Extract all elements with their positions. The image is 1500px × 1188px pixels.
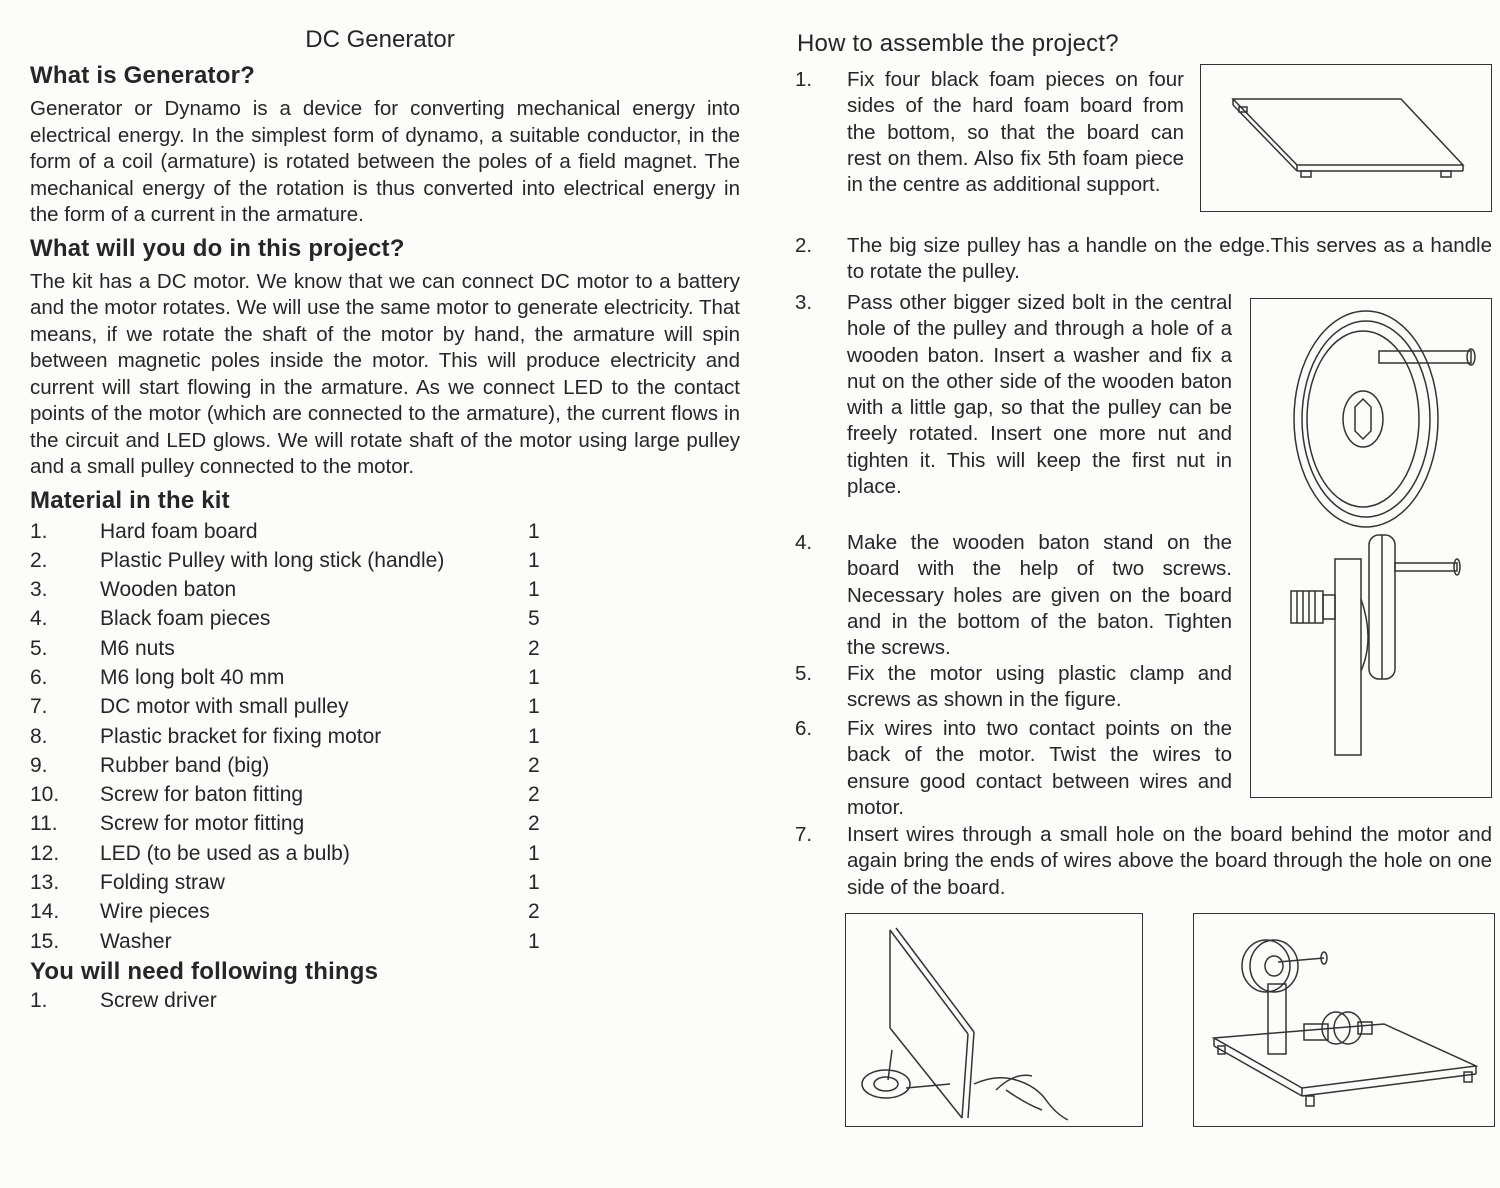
item-quantity: 1 (528, 841, 540, 865)
straw-led-figure (845, 913, 1143, 1127)
item-number: 1. (30, 988, 48, 1012)
pulley-baton-motor-figure (1250, 298, 1492, 798)
item-number: 10. (30, 783, 60, 807)
item-name: Screw for motor fitting (100, 812, 305, 836)
item-number: 15. (30, 929, 60, 953)
item-name: Wooden baton (100, 578, 237, 602)
step-number: 7. (795, 823, 813, 846)
step-text: Fix wires into two contact points on the back of the motor. Twist the wires to ensure good contact between wires and motor. (847, 717, 1232, 819)
item-quantity: 1 (528, 871, 540, 895)
item-number: 8. (30, 724, 48, 748)
item-number: 2. (30, 548, 48, 572)
list-item (30, 751, 740, 780)
step-number: 3. (795, 291, 813, 314)
item-name: Plastic Pulley with long stick (handle) (100, 548, 445, 572)
list-item (30, 986, 740, 1015)
item-quantity: 1 (528, 519, 540, 543)
list-item (30, 868, 740, 897)
list-item (30, 780, 740, 809)
step-number: 6. (795, 717, 813, 740)
step-number: 4. (795, 531, 813, 554)
item-name: DC motor with small pulley (100, 695, 349, 719)
step-number: 1. (795, 68, 813, 91)
item-quantity: 2 (528, 812, 540, 836)
assembled-drawing (1194, 914, 1494, 1126)
step-text: Pass other bigger sized bolt in the central hole of the pulley and through a hole of a wooden baton. Insert a washer and fix a nut on the other side of the wooden baton with a little gap, so that the pulley can be freely rotated. Insert one more nut and tighten it. This will keep the first nut in place. (847, 291, 1232, 499)
item-number: 14. (30, 900, 60, 924)
item-name: M6 nuts (100, 636, 175, 660)
list-item (30, 692, 740, 721)
item-number: 4. (30, 607, 48, 631)
project-heading: What will you do in this project? (30, 234, 405, 262)
what-is-paragraph: Generator or Dynamo is a device for converting mechanical energy into electrical energy. In the simplest form of dynamo, a suitable conductor, in the form of a coil (armature) is rotated between the poles of a field magnet. The mechanical energy of the rotation is thus converted into electrical energy in the form of a current in the armature. (30, 97, 740, 226)
list-item (30, 604, 740, 633)
step-4 (795, 530, 1240, 660)
item-name: Rubber band (big) (100, 753, 270, 777)
step-text: Insert wires through a small hole on the board behind the motor and again bring the ends of wires above the board through the hole on one side of the board. (847, 823, 1492, 899)
list-item (30, 839, 740, 868)
straw-led-drawing (846, 914, 1142, 1126)
step-6 (795, 716, 1240, 822)
item-quantity: 1 (528, 724, 540, 748)
foam-board-drawing (1201, 65, 1491, 211)
item-name: LED (to be used as a bulb) (100, 841, 350, 865)
item-number: 7. (30, 695, 48, 719)
pulley-drawing (1251, 299, 1491, 797)
list-item (30, 575, 740, 604)
item-number: 3. (30, 578, 48, 602)
right-column (795, 30, 1495, 62)
item-number: 9. (30, 753, 48, 777)
item-quantity: 1 (528, 578, 540, 602)
item-name: Hard foam board (100, 519, 258, 543)
item-name: Screw for baton fitting (100, 783, 304, 807)
item-quantity: 2 (528, 753, 540, 777)
step-text: Fix the motor using plastic clamp and screws as shown in the figure. (847, 662, 1232, 712)
item-number: 11. (30, 812, 58, 836)
list-item (30, 722, 740, 751)
materials-heading: Material in the kit (30, 486, 230, 514)
assemble-heading: How to assemble the project? (797, 30, 1119, 57)
item-quantity: 1 (528, 548, 540, 572)
item-name: M6 long bolt 40 mm (100, 665, 285, 689)
foam-board-figure (1200, 64, 1492, 212)
item-quantity: 1 (528, 929, 540, 953)
list-item (30, 809, 740, 838)
item-number: 5. (30, 636, 48, 660)
list-item (30, 634, 740, 663)
what-is-heading: What is Generator? (30, 62, 255, 89)
left-column (30, 26, 740, 1015)
item-number: 1. (30, 519, 48, 543)
item-quantity: 5 (528, 607, 540, 631)
item-name: Screw driver (100, 988, 217, 1012)
item-name: Plastic bracket for fixing motor (100, 724, 382, 748)
assembled-generator-figure (1193, 913, 1495, 1127)
list-item (30, 546, 740, 575)
list-item (30, 927, 740, 956)
item-quantity: 2 (528, 783, 540, 807)
project-paragraph: The kit has a DC motor. We know that we can connect DC motor to a battery and the motor rotates. We will use the same motor to generate electricity. That means, if we rotate the shaft of the motor by hand, the armature will spin between magnetic poles inside the motor. This will produce electricity and current will start flowing in the armature. As we connect LED to the contact points of the motor (which are connected to the armature), the current flows in the circuit and LED glows. We will rotate shaft of the motor using large pulley and a small pulley connected to the motor. (30, 269, 740, 478)
materials-list (30, 517, 740, 956)
item-name: Wire pieces (100, 900, 210, 924)
step-text: Fix four black foam pieces on four sides of the hard foam board from the bottom, so that the board can rest on them. Also fix 5th foam piece in the centre as additional support. (847, 68, 1184, 197)
item-number: 12. (30, 841, 60, 865)
need-heading: You will need following things (30, 957, 379, 985)
item-name: Black foam pieces (100, 607, 271, 631)
step-text: Make the wooden baton stand on the board with the help of two screws. Necessary holes are given on the board and in the bottom of the baton. Tighten the screws. (847, 531, 1232, 660)
step-number: 2. (795, 234, 813, 257)
item-quantity: 2 (528, 636, 540, 660)
item-quantity: 1 (528, 695, 540, 719)
document-title: DC Generator (305, 26, 455, 53)
step-5 (795, 661, 1240, 715)
item-number: 6. (30, 665, 48, 689)
item-name: Folding straw (100, 871, 225, 895)
step-number: 5. (795, 662, 813, 685)
item-number: 13. (30, 871, 60, 895)
item-quantity: 1 (528, 665, 540, 689)
item-name: Washer (100, 929, 172, 953)
step-3 (795, 290, 1240, 530)
step-2 (795, 233, 1495, 287)
list-item (30, 663, 740, 692)
list-item (30, 897, 740, 926)
list-item (30, 517, 740, 546)
step-1 (795, 67, 1195, 227)
step-text: The big size pulley has a handle on the edge.This serves as a handle to rotate the pulley. (847, 234, 1492, 284)
step-7 (795, 822, 1495, 902)
item-quantity: 2 (528, 900, 540, 924)
